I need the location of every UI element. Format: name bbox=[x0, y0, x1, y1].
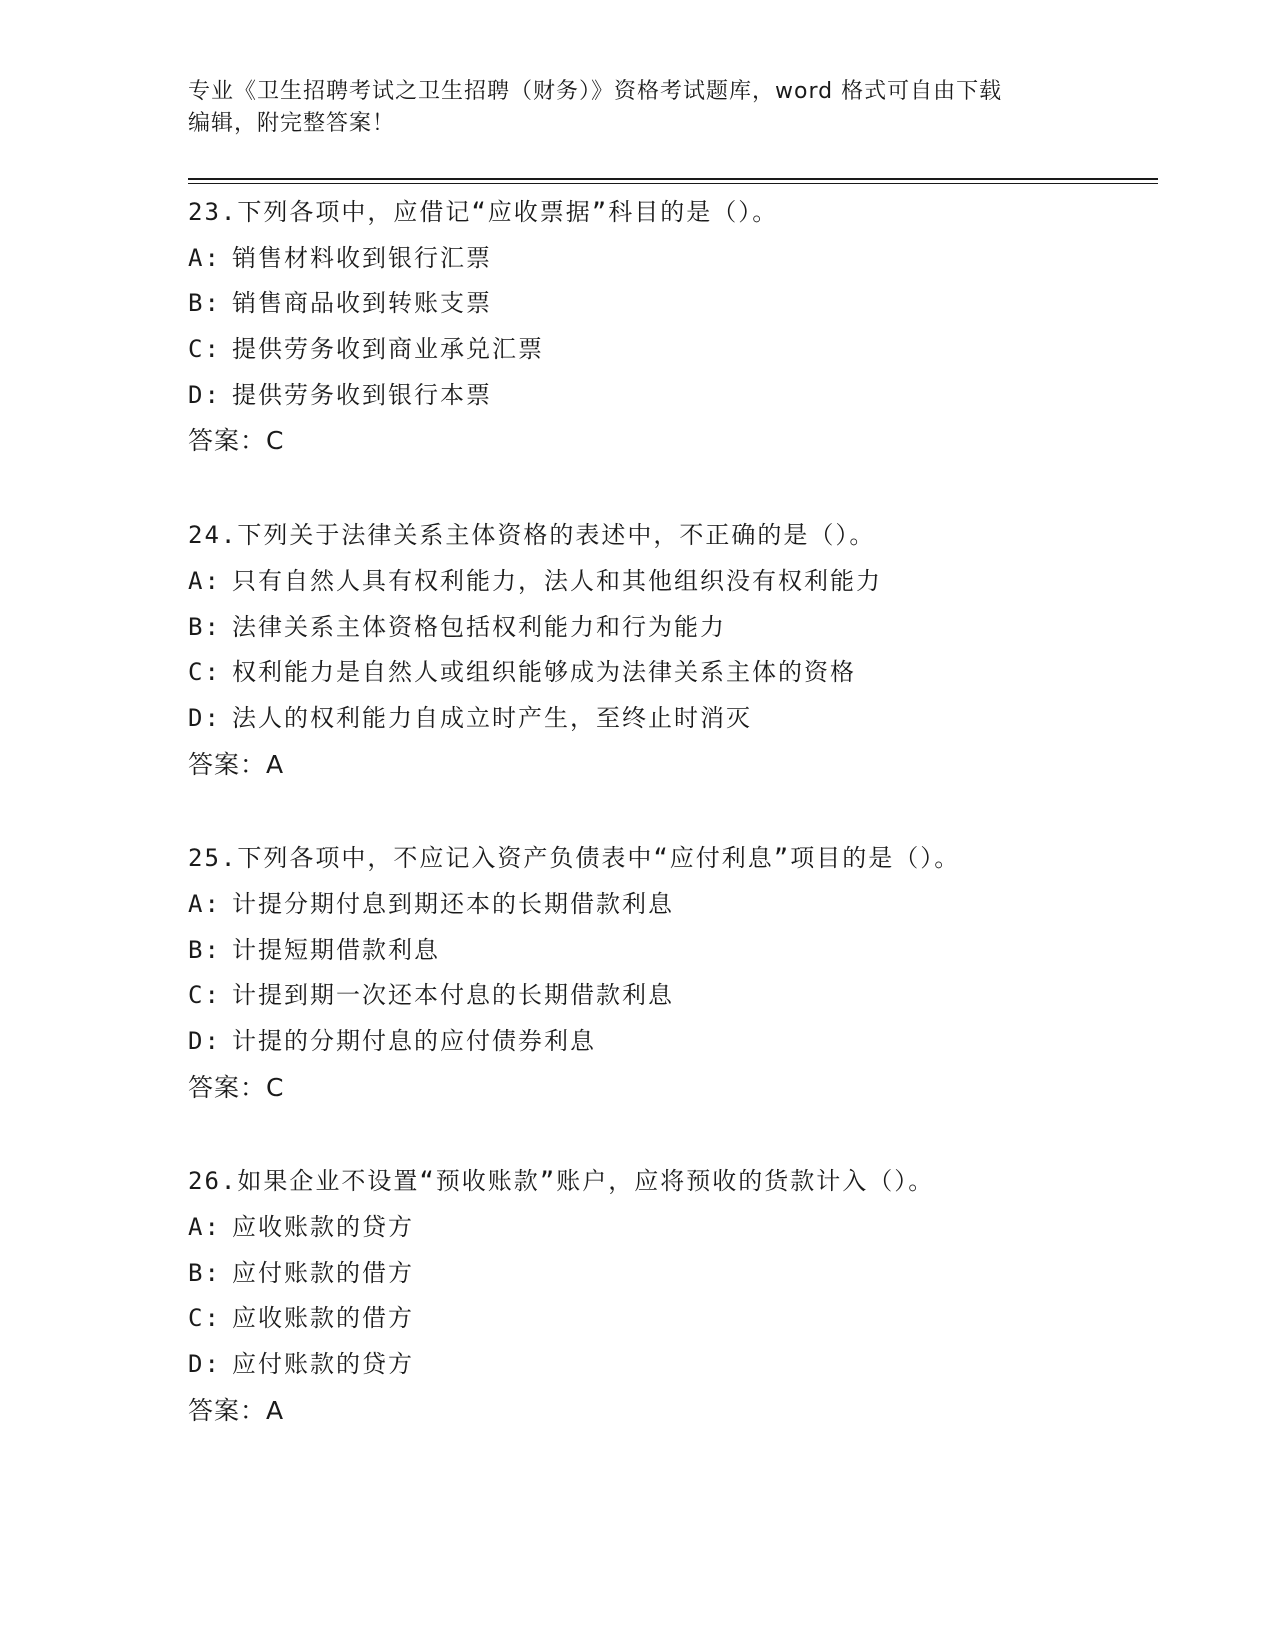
option-text: 法律关系主体资格包括权利能力和行为能力 bbox=[232, 612, 726, 641]
option-text: 销售商品收到转账支票 bbox=[232, 289, 492, 318]
option-c bbox=[188, 327, 1188, 373]
option-text: 计提的分期付息的应付债券利息 bbox=[232, 1027, 596, 1055]
option-letter: C: bbox=[188, 335, 221, 364]
option-text: 应付账款的贷方 bbox=[232, 1350, 414, 1379]
option-letter: C: bbox=[188, 1304, 221, 1333]
option-letter: D: bbox=[188, 703, 221, 732]
answer-line: 答案：C bbox=[188, 426, 285, 456]
option-b bbox=[188, 1251, 1188, 1297]
option-a bbox=[188, 882, 1188, 928]
option-letter: C: bbox=[188, 981, 221, 1010]
answer-line: 答案：C bbox=[188, 1072, 285, 1102]
header-line-1: 专业《卫生招聘考试之卫生招聘（财务）》资格考试题库，word 格式可自由下载 bbox=[188, 79, 1003, 104]
option-text: 权利能力是自然人或组织能够成为法律关系主体的资格 bbox=[232, 658, 856, 687]
option-letter: A: bbox=[188, 566, 221, 595]
option-letter: D: bbox=[188, 380, 221, 409]
option-letter: B: bbox=[188, 289, 221, 318]
option-b bbox=[188, 281, 1188, 327]
option-b bbox=[188, 928, 1188, 974]
option-letter: A: bbox=[188, 243, 221, 272]
option-letter: C: bbox=[188, 658, 221, 687]
answer-line: 答案：A bbox=[188, 749, 285, 779]
question-stem: 23.下列各项中，应借记“应收票据”科目的是（）。 bbox=[188, 198, 779, 226]
option-text: 计提短期借款利息 bbox=[232, 935, 440, 964]
option-b bbox=[188, 605, 1188, 651]
option-text: 提供劳务收到银行本票 bbox=[232, 380, 492, 409]
question-list bbox=[188, 190, 1188, 1483]
option-c bbox=[188, 650, 1188, 696]
option-d bbox=[188, 373, 1188, 419]
question-24 bbox=[188, 513, 1188, 787]
option-letter: D: bbox=[188, 1350, 221, 1379]
option-c bbox=[188, 1296, 1188, 1342]
option-letter: A: bbox=[188, 1213, 221, 1242]
option-d bbox=[188, 1342, 1188, 1388]
option-letter: B: bbox=[188, 1258, 221, 1287]
option-letter: B: bbox=[188, 935, 221, 964]
header-divider-thin bbox=[188, 183, 1158, 184]
question-stem: 24.下列关于法律关系主体资格的表述中，不正确的是（）。 bbox=[188, 521, 876, 550]
question-stem: 26.如果企业不设置“预收账款”账户，应将预收的货款计入（）。 bbox=[188, 1167, 935, 1196]
header-divider-thick bbox=[188, 178, 1158, 180]
option-a bbox=[188, 236, 1188, 282]
option-a bbox=[188, 1205, 1188, 1251]
document-header bbox=[188, 76, 1088, 140]
option-letter: D: bbox=[188, 1027, 221, 1055]
question-stem: 25.下列各项中，不应记入资产负债表中“应付利息”项目的是（）。 bbox=[188, 844, 961, 873]
answer-line: 答案：A bbox=[188, 1395, 285, 1425]
option-text: 销售材料收到银行汇票 bbox=[232, 243, 492, 272]
option-text: 法人的权利能力自成立时产生，至终止时消灭 bbox=[232, 703, 752, 732]
option-text: 应收账款的贷方 bbox=[232, 1213, 414, 1242]
option-text: 只有自然人具有权利能力，法人和其他组织没有权利能力 bbox=[232, 566, 882, 595]
question-26 bbox=[188, 1159, 1188, 1433]
question-25 bbox=[188, 836, 1188, 1110]
option-text: 计提分期付息到期还本的长期借款利息 bbox=[232, 889, 674, 918]
option-text: 计提到期一次还本付息的长期借款利息 bbox=[232, 981, 674, 1010]
option-text: 提供劳务收到商业承兑汇票 bbox=[232, 335, 544, 364]
option-letter: A: bbox=[188, 889, 221, 918]
option-d bbox=[188, 696, 1188, 742]
option-d bbox=[188, 1019, 1188, 1065]
option-text: 应付账款的借方 bbox=[232, 1258, 414, 1287]
option-c bbox=[188, 973, 1188, 1019]
option-letter: B: bbox=[188, 612, 221, 641]
option-a bbox=[188, 559, 1188, 605]
question-23 bbox=[188, 190, 1188, 464]
option-text: 应收账款的借方 bbox=[232, 1304, 414, 1333]
header-line-2: 编辑，附完整答案！ bbox=[188, 111, 396, 136]
